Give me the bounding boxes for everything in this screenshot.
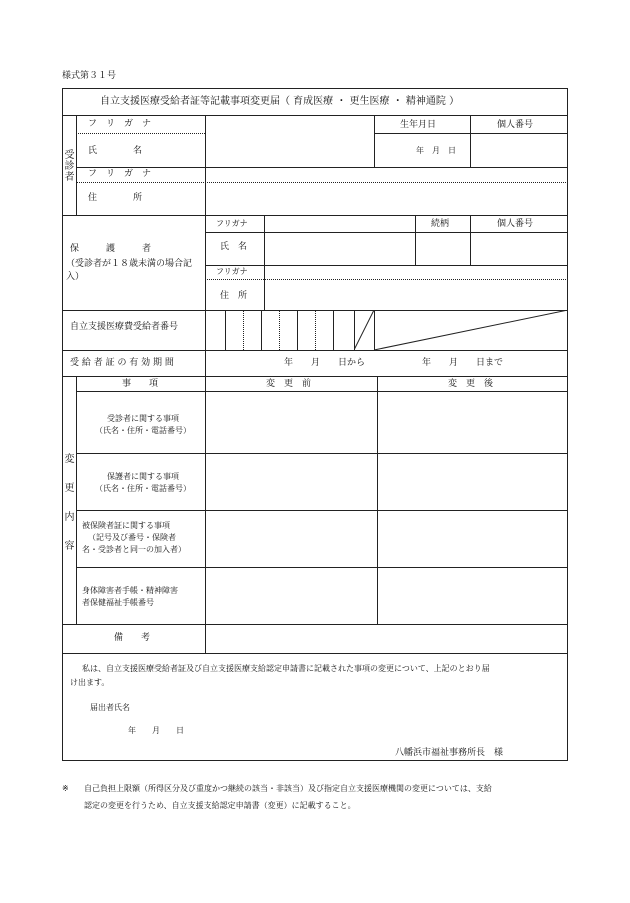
- applicant-label: 届出者氏名: [90, 703, 130, 712]
- patient-section-label: 受診者: [64, 150, 75, 183]
- guardian-label: 保 護 者: [70, 244, 152, 254]
- guardian-furigana2-label: フリガナ: [216, 267, 248, 276]
- birthdate-label: 生年月日: [400, 120, 437, 130]
- footnote-line-2: 認定の変更を行うため、自立支援支給認定申請書（変更）に記載すること。: [84, 801, 356, 810]
- declaration-text-1: 私は、自立支援医療受給者証及び自立支援医療支給認定申請書に記載された事項の変更について、上記のとおり届: [82, 664, 490, 673]
- guardian-address-label: 住 所: [220, 291, 248, 301]
- patient-name-label: 氏 名: [88, 146, 143, 156]
- col-item-header: 事 項: [122, 379, 159, 389]
- guardian-furigana-label: フリガナ: [216, 219, 248, 228]
- patient-name-field[interactable]: [206, 134, 373, 166]
- guardian-name-label: 氏 名: [220, 242, 248, 252]
- validity-label: 受 給 者 証 の 有 効 期 間: [70, 358, 174, 368]
- col-after-header: 変 更 後: [448, 379, 494, 389]
- declaration-text-2: け出ます。: [70, 678, 110, 687]
- patient-furigana-label: フ リ ガ ナ: [88, 119, 152, 129]
- guardian-individual-no-label: 個人番号: [497, 219, 534, 229]
- recipient-no-label: 自立支援医療費受給者番号: [70, 322, 179, 332]
- validity-from: 年 月 日から: [284, 358, 366, 368]
- guardian-note: （受診者が１８歳未満の場合記入）: [66, 259, 193, 282]
- patient-address-label: 住 所: [88, 193, 143, 203]
- patient-individual-no-label: 個人番号: [497, 120, 534, 130]
- birthdate-value: 年 月 日: [416, 146, 456, 155]
- change-row-1-label: 受診者に関する事項 （氏名・住所・電話番号）: [95, 414, 191, 435]
- form-title: 自立支援医療受給者証等記載事項変更届（ 育成医療 ・ 更生医療 ・ 精神通院 ）: [100, 96, 460, 107]
- col-before-header: 変 更 前: [266, 379, 312, 389]
- form-id: 様式第３１号: [62, 71, 117, 81]
- relation-label: 続柄: [431, 219, 450, 229]
- footnote-mark: ※: [62, 784, 69, 793]
- footnote-line-1: 自己負担上限額（所得区分及び重度かつ継続の該当・非該当）及び指定自立支援医療機関の変更については、支給: [84, 784, 492, 793]
- declaration-date: 年 月 日: [128, 726, 184, 735]
- recipient-no-slash: [354, 310, 568, 350]
- change-row-2-label: 保護者に関する事項 （氏名・住所・電話番号）: [95, 472, 191, 493]
- change-row-4-label: 身体障害者手帳・精神障害 者保健福祉手帳番号: [82, 586, 178, 607]
- remarks-label: 備 考: [114, 633, 151, 643]
- addressee: 八幡浜市福祉事務所長 様: [395, 748, 504, 758]
- patient-furigana2-label: フ リ ガ ナ: [88, 169, 152, 179]
- changes-section-label: 変更内容: [64, 454, 75, 552]
- change-row-3-label: 被保険者証に関する事項 （記号及び番号・保険者 名・受診者と同一の加入者）: [82, 521, 186, 554]
- validity-to: 年 月 日まで: [422, 358, 504, 368]
